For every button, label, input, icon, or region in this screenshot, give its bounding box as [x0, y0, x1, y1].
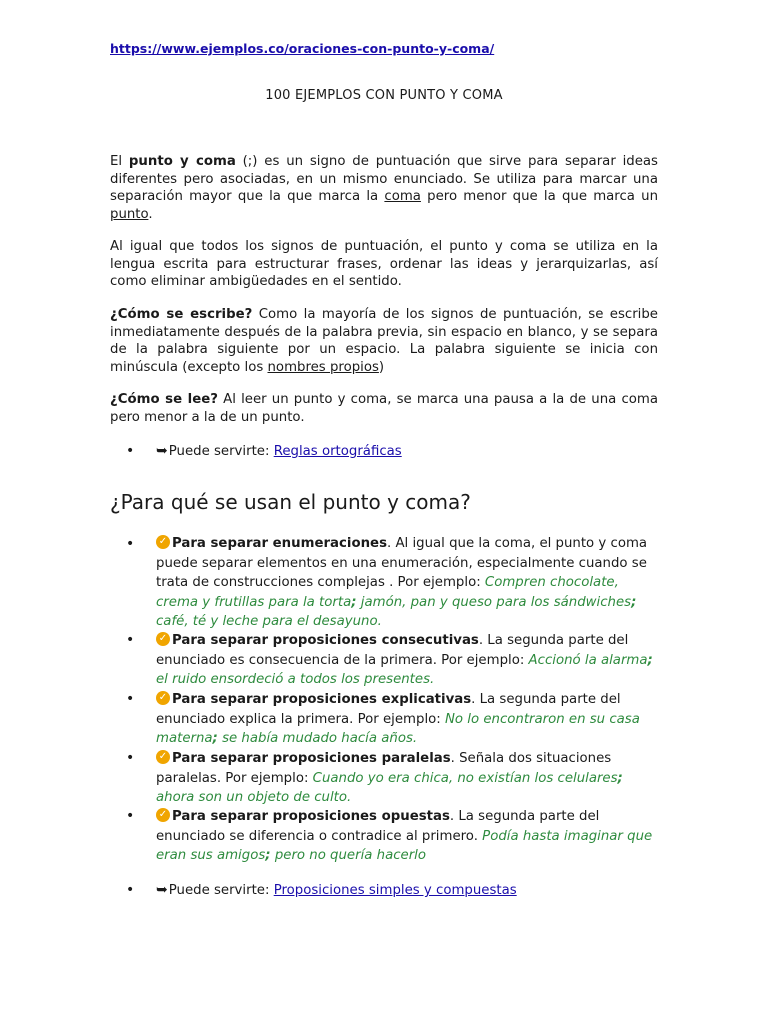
- check-circle-icon: ✓: [156, 691, 170, 705]
- example-text: ahora son un objeto de culto.: [156, 790, 352, 805]
- use-text: . La segunda parte del enunciado explica la primera. Por ejemplo:: [156, 692, 621, 727]
- intro-paragraph-3: [110, 306, 658, 376]
- use-label: Para separar enumeraciones: [172, 536, 387, 551]
- example-text: se había mudado hacía años.: [217, 731, 418, 746]
- use-label: Para separar proposiciones consecutivas: [172, 633, 479, 648]
- use-label: Para separar proposiciones paralelas: [172, 751, 451, 766]
- example-text: jamón, pan y queso para los sándwiches: [356, 594, 632, 610]
- text: El: [110, 154, 129, 169]
- example-text: café, té y leche para el desayuno.: [156, 614, 382, 629]
- semicolon: ;: [617, 770, 623, 786]
- text: Como la mayoría de los signos de puntuación, se escribe inmediatamente después de la palabra previa, sin espacio en blanco, y se separa de la palabra siguiente por un espacio. La palabra siguiente se inicia con minúscula (excepto los: [110, 307, 658, 375]
- section-heading: ¿Para qué se usan el punto y coma?: [110, 490, 471, 514]
- use-item-paralelas: [156, 749, 658, 808]
- intro-paragraph-4: [110, 391, 658, 426]
- bullet: •: [126, 750, 135, 766]
- question-como-se-lee: ¿Cómo se lee?: [110, 392, 218, 407]
- bullet: •: [126, 536, 135, 552]
- example-text: Compren chocolate, crema y frutillas para la torta: [156, 575, 619, 610]
- text: .: [148, 206, 153, 222]
- use-item-explicativas: [156, 690, 658, 749]
- paragraph-text: Al igual que todos los signos de puntuación, el punto y coma se utiliza en la lengua escrita para estructurar frases, ordenar las ideas y jerarquizarlas, así como eliminar ambigüedades en el sentido.: [110, 239, 658, 289]
- semicolon: ;: [265, 848, 271, 863]
- semicolon: ;: [351, 594, 357, 610]
- check-circle-icon: ✓: [156, 632, 170, 646]
- example-text: No lo encontraron en su casa materna: [156, 711, 640, 746]
- semicolon: ;: [631, 594, 637, 610]
- bullet: •: [126, 443, 135, 459]
- check-circle-icon: ✓: [156, 750, 170, 764]
- bullet: •: [126, 632, 135, 648]
- use-text: . La segunda parte del enunciado es consecuencia de la primera. Por ejemplo:: [156, 633, 629, 668]
- use-item-opuestas: [156, 807, 658, 866]
- arrow-right-icon: ➥: [156, 882, 168, 898]
- document-title: 100 EJEMPLOS CON PUNTO Y COMA: [265, 88, 503, 103]
- check-circle-icon: ✓: [156, 808, 170, 822]
- semicolon: ;: [647, 652, 653, 668]
- example-text: Podía hasta imaginar que eran sus amigos: [156, 828, 653, 863]
- term-punto-y-coma: punto y coma: [128, 154, 236, 169]
- text: pero menor que la que marca un: [420, 189, 658, 204]
- text: Al leer un punto y coma, se marca una pausa a la de una coma pero menor a la de un punto.: [110, 392, 658, 425]
- see-also-item-2: [156, 881, 658, 901]
- example-text: Cuando yo era chica, no existían los celulares: [312, 770, 618, 786]
- example-text: Accionó la alarma: [528, 652, 648, 668]
- bullet: •: [126, 691, 135, 707]
- see-also-prefix: Puede servirte:: [168, 444, 274, 459]
- coma-link[interactable]: coma: [384, 189, 421, 204]
- example-text: pero no quería hacerlo: [270, 848, 427, 863]
- proposiciones-link[interactable]: Proposiciones simples y compuestas: [273, 883, 517, 898]
- reglas-ortograficas-link[interactable]: Reglas ortográficas: [273, 444, 402, 459]
- arrow-right-icon: ➥: [156, 443, 168, 459]
- use-label: Para separar proposiciones explicativas: [172, 692, 472, 707]
- use-item-enumeraciones: [156, 534, 658, 632]
- use-label: Para separar proposiciones opuestas: [172, 809, 450, 824]
- intro-paragraph-1: [110, 153, 658, 223]
- use-text: . Al igual que la coma, el punto y coma puede separar elementos en una enumeración, especialmente cuando se trata de construcciones complejas . Por ejemplo:: [156, 536, 648, 590]
- text: (;) es un signo de puntuación que sirve para separar ideas diferentes pero asociadas, en un mismo enunciado. Se utiliza para marcar una separación mayor que la que marca la: [110, 154, 658, 204]
- use-text: . Señala dos situaciones paralelas. Por ejemplo:: [156, 751, 612, 786]
- see-also-prefix: Puede servirte:: [168, 883, 274, 898]
- use-item-consecutivas: [156, 631, 658, 690]
- bullet: •: [126, 882, 135, 898]
- punto-link[interactable]: punto: [110, 206, 149, 222]
- text: ): [378, 359, 385, 375]
- check-circle-icon: ✓: [156, 535, 170, 549]
- example-text: el ruido ensordeció a todos los presentes.: [156, 672, 435, 687]
- intro-paragraph-2: [110, 238, 658, 291]
- nombres-propios-link[interactable]: nombres propios: [267, 359, 379, 375]
- bullet: •: [126, 808, 135, 824]
- source-url-link[interactable]: https://www.ejemplos.co/oraciones-con-punto-y-coma/: [110, 41, 495, 56]
- see-also-item-1: [156, 442, 658, 462]
- use-text: . La segunda parte del enunciado se diferencia o contradice al primero.: [156, 809, 600, 844]
- semicolon: ;: [212, 731, 218, 746]
- question-como-se-escribe: ¿Cómo se escribe?: [110, 307, 253, 322]
